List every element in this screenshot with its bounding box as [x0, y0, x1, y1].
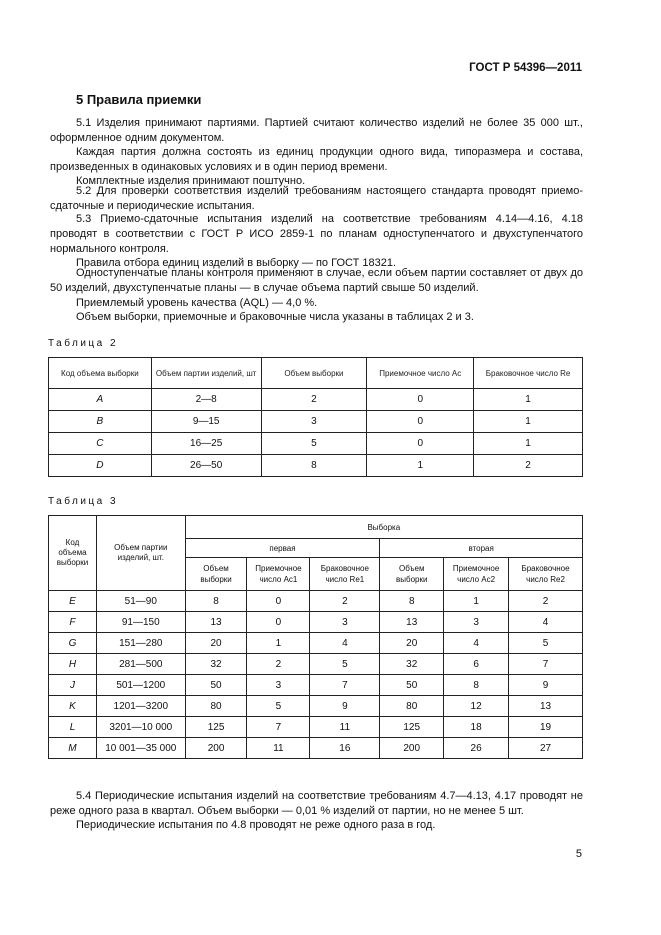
t3-cell: 3201—10 000: [96, 717, 185, 738]
table-row: [49, 591, 583, 612]
t2-cell: 1: [474, 389, 583, 411]
t3-cell: 9: [310, 696, 380, 717]
t2-cell: 0: [367, 411, 474, 433]
paragraph: Одноступенчатые планы контроля применяют в случае, если объем партии составляет от двух до 50 изделий, двухступенчатые планы — в случае объема партий свыше 50 изделий.: [50, 267, 583, 294]
paragraph: Объем выборки, приемочные и браковочные числа указаны в таблицах 2 и 3.: [76, 311, 474, 323]
t3-cell: 27: [509, 738, 583, 759]
section-title: 5 Правила приемки: [76, 92, 202, 107]
t3-cell: 20: [380, 633, 444, 654]
t3-cell: 3: [247, 675, 310, 696]
t3-cell: 0: [247, 612, 310, 633]
paragraph-5-4: 5.4 Периодические испытания изделий на соответствие требованиям 4.7—4.13, 4.17 проводят не реже одного раза в квартал. Объем выборки — 0,01 % изделий от партии, но не менее 5 шт.: [50, 790, 583, 817]
paragraph-5-1: 5.1 Изделия принимают партиями. Партией считают количество изделий не более 35 000 шт., оформленное одним документом.: [50, 117, 583, 144]
t3-cell: 2: [247, 654, 310, 675]
t2-cell: 5: [261, 433, 367, 455]
t3-cell: 6: [444, 654, 509, 675]
t3-cell: L: [49, 717, 97, 738]
paragraph-5-3: 5.3 Приемо-сдаточные испытания изделий на соответствие требованиям 4.14—4.16, 4.18 проводят в соответствии с ГОСТ Р ИСО 2859-1 по планам одноступенчатого и двухступенчатого нормального контроля.: [50, 213, 583, 255]
t3-header-lot: Объем партии изделий, шт.: [96, 516, 185, 591]
table2-caption: Таблица 2: [48, 338, 119, 349]
t3-subheader: Приемочное число Ac1: [247, 558, 310, 591]
t3-cell: 10 001—35 000: [96, 738, 185, 759]
t3-cell: 8: [444, 675, 509, 696]
t3-cell: 3: [444, 612, 509, 633]
t3-cell: 8: [185, 591, 247, 612]
t3-cell: 4: [310, 633, 380, 654]
table-row: [49, 389, 583, 411]
table-row: [49, 675, 583, 696]
t3-cell: 5: [247, 696, 310, 717]
t3-cell: 51—90: [96, 591, 185, 612]
t3-cell: 5: [509, 633, 583, 654]
t2-header-cell: Приемочное число Ac: [367, 358, 474, 389]
t3-cell: 7: [247, 717, 310, 738]
t3-cell: 1: [247, 633, 310, 654]
t3-cell: 2: [509, 591, 583, 612]
t3-cell: 1201—3200: [96, 696, 185, 717]
t3-header-code: Код объема выборки: [49, 516, 97, 591]
t2-cell: 2—8: [151, 389, 261, 411]
t3-cell: 200: [185, 738, 247, 759]
t2-header-cell: Объем выборки: [261, 358, 367, 389]
table-row: [49, 612, 583, 633]
t3-cell: 7: [310, 675, 380, 696]
t3-cell: 80: [380, 696, 444, 717]
t2-cell: 26—50: [151, 455, 261, 477]
t3-cell: 5: [310, 654, 380, 675]
table-row: [49, 633, 583, 654]
t3-cell: 151—280: [96, 633, 185, 654]
t3-cell: 80: [185, 696, 247, 717]
paragraph: Правила отбора единиц изделий в выборку — по ГОСТ 18321.: [76, 257, 396, 269]
t3-cell: 50: [185, 675, 247, 696]
t2-cell: 3: [261, 411, 367, 433]
t3-cell: 12: [444, 696, 509, 717]
t3-subheader: Браковочное число Re2: [509, 558, 583, 591]
t3-cell: 32: [380, 654, 444, 675]
t3-cell: 281—500: [96, 654, 185, 675]
t3-cell: 32: [185, 654, 247, 675]
t3-cell: 1: [444, 591, 509, 612]
t2-header-cell: Браковочное число Re: [474, 358, 583, 389]
t3-cell: 16: [310, 738, 380, 759]
t3-cell: 50: [380, 675, 444, 696]
t3-cell: M: [49, 738, 97, 759]
table3-caption: Таблица 3: [48, 496, 119, 507]
page-number: 5: [575, 848, 582, 860]
t3-cell: 8: [380, 591, 444, 612]
t3-cell: 4: [444, 633, 509, 654]
t2-cell: 0: [367, 433, 474, 455]
table-2: [48, 357, 583, 477]
t3-subheader: Объем выборки: [380, 558, 444, 591]
t3-cell: G: [49, 633, 97, 654]
t3-cell: 13: [380, 612, 444, 633]
table-row: [49, 738, 583, 759]
t3-cell: E: [49, 591, 97, 612]
t3-cell: 7: [509, 654, 583, 675]
t2-cell: B: [49, 411, 152, 433]
t2-cell: 1: [474, 433, 583, 455]
table-row: [49, 654, 583, 675]
t3-header-sample: Выборка: [185, 516, 582, 539]
t2-cell: D: [49, 455, 152, 477]
paragraph-5-2: 5.2 Для проверки соответствия изделий требованиям настоящего стандарта проводят приемо-сдаточные и периодические испытания.: [50, 185, 583, 212]
t3-cell: 13: [185, 612, 247, 633]
t3-cell: 0: [247, 591, 310, 612]
t3-subheader: Браковочное число Re1: [310, 558, 380, 591]
t3-cell: 3: [310, 612, 380, 633]
t2-cell: 16—25: [151, 433, 261, 455]
t3-cell: J: [49, 675, 97, 696]
t3-cell: 20: [185, 633, 247, 654]
t2-cell: A: [49, 389, 152, 411]
t3-cell: 19: [509, 717, 583, 738]
table-row: [49, 696, 583, 717]
paragraph: Комплектные изделия принимают поштучно.: [76, 175, 306, 187]
t2-cell: 1: [474, 411, 583, 433]
t3-cell: 26: [444, 738, 509, 759]
t3-cell: 4: [509, 612, 583, 633]
t2-cell: 1: [367, 455, 474, 477]
t3-cell: H: [49, 654, 97, 675]
t3-cell: 91—150: [96, 612, 185, 633]
table-3: [48, 515, 583, 759]
t2-cell: 8: [261, 455, 367, 477]
t3-subheader: Объем выборки: [185, 558, 247, 591]
t3-cell: 125: [380, 717, 444, 738]
paragraph-aql: Приемлемый уровень качества (AQL) — 4,0 %.: [76, 297, 318, 309]
t3-cell: K: [49, 696, 97, 717]
t3-header-first: первая: [185, 539, 380, 558]
t2-cell: 2: [474, 455, 583, 477]
table-row: [49, 717, 583, 738]
paragraph: Каждая партия должна состоять из единиц продукции одного вида, типоразмера и состава, произведенных в одинаковых условиях и в один период времени.: [50, 146, 583, 173]
t3-cell: 18: [444, 717, 509, 738]
t3-cell: 11: [310, 717, 380, 738]
t2-header-cell: Код объема выборки: [49, 358, 152, 389]
table-row: [49, 455, 583, 477]
t2-cell: 2: [261, 389, 367, 411]
t2-header-cell: Объем партии изделий, шт: [151, 358, 261, 389]
t3-cell: 2: [310, 591, 380, 612]
t3-cell: 125: [185, 717, 247, 738]
standard-code: ГОСТ Р 54396—2011: [469, 62, 582, 74]
t3-cell: 9: [509, 675, 583, 696]
t3-cell: F: [49, 612, 97, 633]
t3-cell: 11: [247, 738, 310, 759]
table-row: [49, 411, 583, 433]
table-row: [49, 433, 583, 455]
t3-header-second: вторая: [380, 539, 583, 558]
t2-cell: C: [49, 433, 152, 455]
t3-subheader: Приемочное число Ac2: [444, 558, 509, 591]
t3-cell: 501—1200: [96, 675, 185, 696]
t3-cell: 13: [509, 696, 583, 717]
t2-cell: 9—15: [151, 411, 261, 433]
paragraph: Периодические испытания по 4.8 проводят не реже одного раза в год.: [76, 819, 436, 831]
t2-cell: 0: [367, 389, 474, 411]
t3-cell: 200: [380, 738, 444, 759]
